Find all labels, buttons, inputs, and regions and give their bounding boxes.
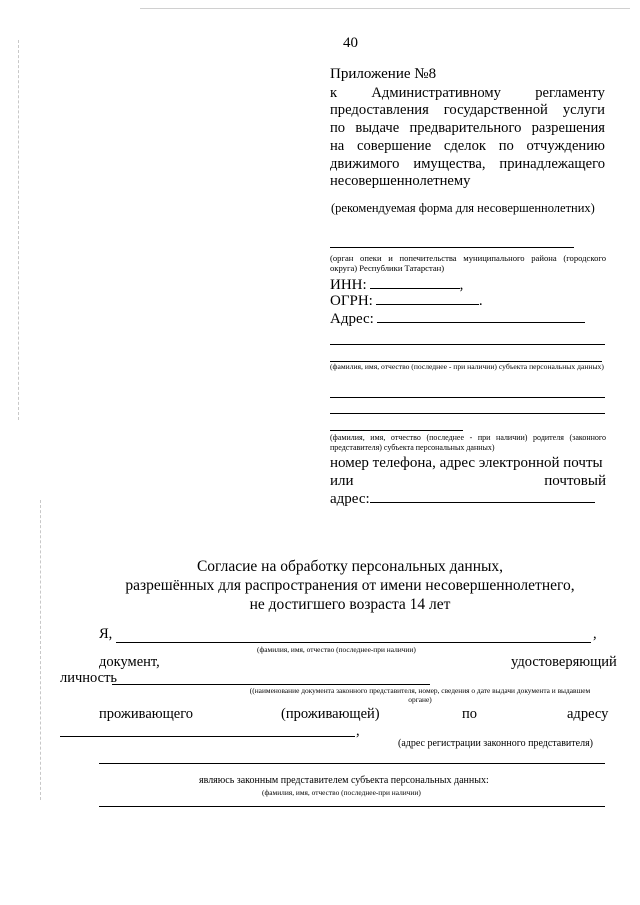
address-field — [330, 311, 585, 328]
appendix-word: предварительного — [409, 120, 522, 136]
appendix-word: на — [330, 138, 345, 154]
living-word-3: по — [462, 706, 478, 722]
address-input-2[interactable] — [99, 763, 605, 764]
appendix-word: сделок — [443, 138, 486, 154]
page-number: 40 — [343, 35, 358, 51]
scan-border-line — [140, 8, 630, 9]
consent-title — [60, 557, 640, 614]
address-caption: (адрес регистрации законного представителя) — [398, 738, 594, 749]
document-label: документ, — [99, 654, 160, 670]
appendix-word: несовершеннолетнему — [330, 173, 471, 189]
contact-or: или — [330, 473, 354, 489]
appendix-word: к — [330, 85, 338, 101]
authority-line — [330, 247, 574, 248]
ya-label: Я, — [99, 626, 113, 642]
subject-fio-caption: (фамилия, имя, отчество (последнее-при наличии) — [262, 788, 421, 797]
extra-line-2 — [330, 413, 605, 414]
appendix-line — [330, 155, 605, 173]
contact-block — [330, 454, 606, 508]
recommended-form-note: (рекомендуемая форма для несовершеннолетних) — [331, 201, 595, 215]
address-suffix: , — [356, 723, 360, 739]
appendix-line — [330, 172, 605, 190]
scan-noise — [40, 500, 41, 800]
inn-input[interactable] — [370, 287, 460, 289]
appendix-line — [330, 84, 605, 102]
appendix-line — [330, 137, 605, 155]
living-word-4: адресу — [567, 706, 609, 722]
appendix-title: Приложение №8 — [330, 66, 437, 82]
contact-line-3 — [330, 490, 606, 508]
inn-label: ИНН: — [330, 277, 367, 293]
living-word-2: (проживающей) — [281, 706, 380, 722]
consent-title-line-1: Согласие на обработку персональных данных, — [196, 558, 504, 575]
contact-address-input[interactable] — [370, 501, 595, 503]
identity-label: личность — [60, 670, 118, 686]
address-label: Адрес: — [330, 311, 374, 327]
consent-title-line-3: не достигшего возраста 14 лет — [249, 596, 451, 613]
appendix-word: принадлежащего — [499, 156, 605, 172]
contact-line-1 — [330, 454, 606, 472]
parent-caption: (фамилия, имя, отчество (последнее - при наличии) родителя (законного представителя) субъекта персональных данных) — [330, 433, 606, 452]
fio-caption: (фамилия, имя, отчество (последнее-при наличии) — [257, 645, 416, 654]
inn-suffix: , — [459, 277, 464, 293]
appendix-line — [330, 101, 605, 119]
appendix-line — [330, 119, 605, 137]
appendix-word: выдаче — [355, 120, 400, 136]
appendix-word: предоставления — [330, 102, 429, 118]
contact-line-2 — [330, 472, 606, 490]
document-input[interactable] — [112, 684, 430, 685]
subject-fio-input[interactable] — [99, 806, 605, 807]
contact-text-1: номер телефона, адрес электронной почты — [330, 455, 603, 471]
legal-rep-text: являюсь законным представителем субъекта персональных данных: — [199, 775, 489, 786]
address-line-2 — [330, 344, 605, 345]
appendix-word: имущества, — [413, 156, 486, 172]
consent-title-line-2: разрешённых для распространения от имени несовершеннолетнего, — [125, 577, 575, 594]
ogrn-suffix: . — [478, 293, 483, 309]
ya-fio-input[interactable] — [116, 642, 591, 643]
appendix-word: разрешения — [531, 120, 605, 136]
document-caption: ((наименование документа законного представителя, номер, сведения о дате выдачи документа и выдавшем органе) — [249, 686, 591, 704]
ya-suffix: , — [593, 626, 597, 642]
address-input[interactable] — [377, 321, 585, 323]
contact-postal: почтовый — [544, 473, 606, 489]
address-input-1[interactable] — [60, 736, 355, 737]
appendix-word: государственной — [443, 102, 548, 118]
ogrn-field — [330, 293, 483, 310]
inn-field — [330, 277, 463, 294]
contact-address-label: адрес: — [330, 491, 370, 507]
ogrn-label: ОГРН: — [330, 293, 373, 309]
appendix-word: совершение — [357, 138, 432, 154]
appendix-word: по — [330, 120, 346, 136]
appendix-word: движимого — [330, 156, 400, 172]
appendix-word: услуги — [562, 102, 605, 118]
appendix-word: отчуждению — [526, 138, 605, 154]
scan-noise — [18, 40, 19, 420]
appendix-word: Административному — [371, 85, 501, 101]
appendix-word: по — [498, 138, 514, 154]
ogrn-input[interactable] — [376, 303, 479, 305]
authority-caption: (орган опеки и попечительства муниципального района (городского округа) Республики Татарстан) — [330, 253, 606, 273]
certifying-label: удостоверяющий — [511, 654, 617, 670]
living-word-1: проживающего — [99, 706, 194, 722]
extra-line-1 — [330, 397, 605, 398]
appendix-word: регламенту — [535, 85, 605, 101]
parent-line — [330, 430, 463, 431]
subject-caption: (фамилия, имя, отчество (последнее - при наличии) субъекта персональных данных) — [330, 362, 604, 371]
